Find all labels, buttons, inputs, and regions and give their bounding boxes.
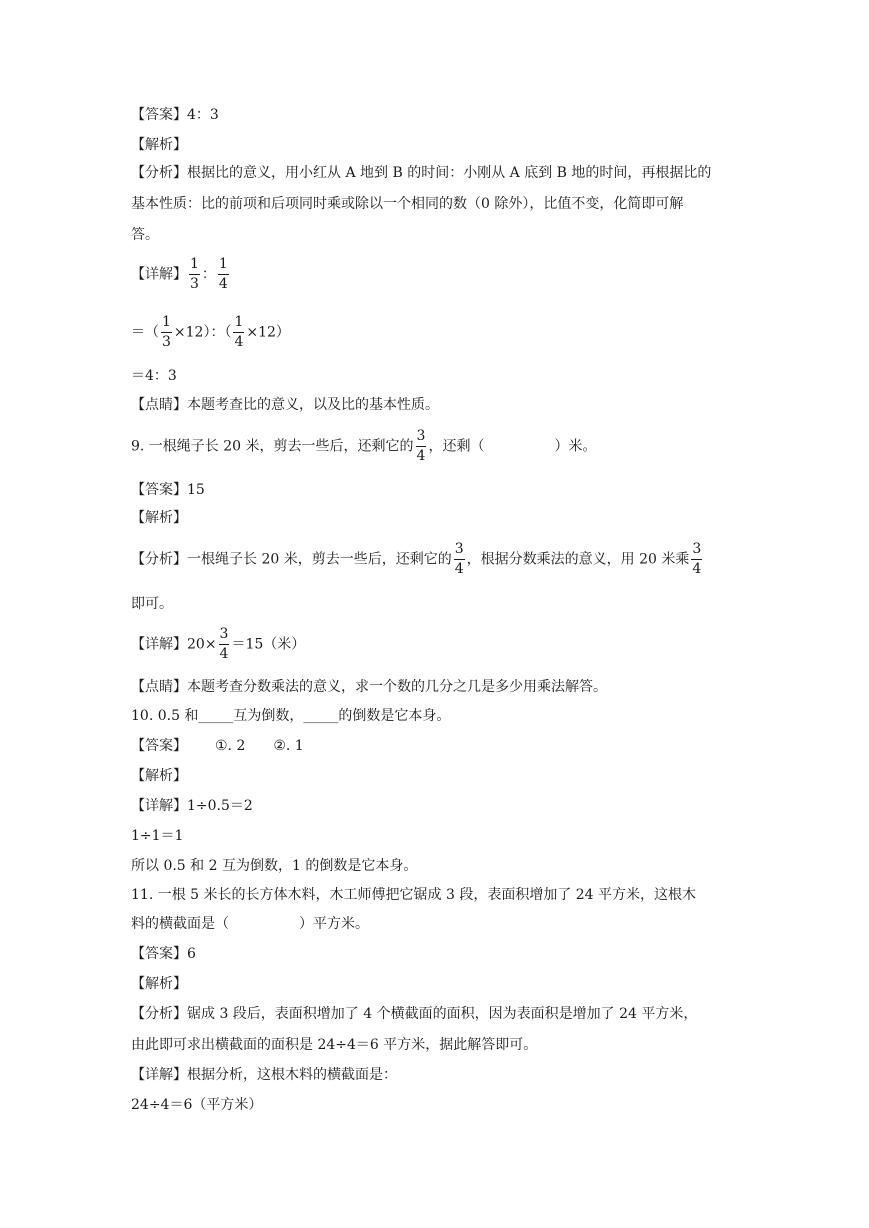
fraction: $\frac{1}{4}$ [218,256,228,292]
analysis-text-line: 答。 [131,227,159,243]
fraction: $\frac{1}{4}$ [234,314,244,350]
detail-line: ＝（ $\frac{1}{3}$ ×12）：（ $\frac{1}{4}$ ×12） [131,314,290,350]
answer-line: 【答案】4：3 [131,107,219,123]
comment-line: 【点睛】本题考查分数乘法的意义，求一个数的几分之几是多少用乘法解答。 [131,679,607,695]
fraction: $\frac{1}{3}$ [190,256,199,292]
detail-line: 【详解】 $\frac{1}{3}$ ： $\frac{1}{4}$ [131,256,228,292]
analysis-text-line: 【分析】锯成 3 段后，表面积增加了 4 个横截面的面积，因为表面积是增加了 24 平方米， [131,1006,698,1022]
detail-line: 1÷1＝1 [131,828,184,844]
analysis-heading: 【解析】 [131,137,187,153]
analysis-heading: 【解析】 [131,976,187,992]
question-11: 11. 一根 5 米长的长方体木料，木工师傅把它锯成 3 段，表面积增加了 24 平方米，这根木 [131,887,697,903]
detail-line: 【详解】20× $\frac{3}{4}$ ＝15（米） [131,626,306,662]
fraction: $\frac{3}{4}$ [454,541,464,577]
analysis-heading: 【解析】 [131,510,187,526]
analysis-text-line: 即可。 [131,596,173,612]
fraction: $\frac{3}{4}$ [219,626,229,662]
analysis-text-line: 由此即可求出横截面的面积是 24÷4＝6 平方米，据此解答即可。 [131,1037,538,1053]
fraction: $\frac{1}{3}$ [162,314,171,350]
analysis-heading: 【解析】 [131,768,187,784]
answer-line: 【答案】6 [131,946,196,962]
analysis-text-line: 基本性质：比的前项和后项同时乘或除以一个相同的数（0 除外），比值不变，化简即可解 [131,196,684,212]
question-10: 10. 0.5 和_____互为倒数，_____的倒数是它本身。 [131,708,451,724]
detail-line: ＝4：3 [131,368,177,384]
detail-line: 【详解】根据分析，这根木料的横截面是： [131,1067,397,1083]
question-11: 料的横截面是（ ）平方米。 [131,916,369,932]
answer-line: 【答案】 ①. 2 ②. 1 [131,738,304,754]
detail-label: 【详解】 [131,266,187,283]
detail-line: 所以 0.5 和 2 互为倒数，1 的倒数是它本身。 [131,858,418,874]
detail-line: 24÷4＝6（平方米） [131,1097,263,1113]
answer-line: 【答案】15 [131,482,205,498]
detail-line: 【详解】1÷0.5＝2 [131,798,253,814]
fraction: $\frac{3}{4}$ [416,428,426,464]
analysis-text-line: 【分析】一根绳子长 20 米，剪去一些后，还剩它的 $\frac{3}{4}$ ，根据分数乘法的意义，用 20 米乘 $\frac{3}{4}$ [131,541,702,577]
fraction: $\frac{3}{4}$ [692,541,702,577]
analysis-text-line: 【分析】根据比的意义，用小红从 A 地到 B 的时间：小刚从 A 底到 B 地的时间，再根据比的 [131,165,712,181]
question-9: 9. 一根绳子长 20 米，剪去一些后，还剩它的 $\frac{3}{4}$ ，还剩（ ）米。 [131,428,597,464]
comment-line: 【点睛】本题考查比的意义，以及比的基本性质。 [131,397,439,413]
